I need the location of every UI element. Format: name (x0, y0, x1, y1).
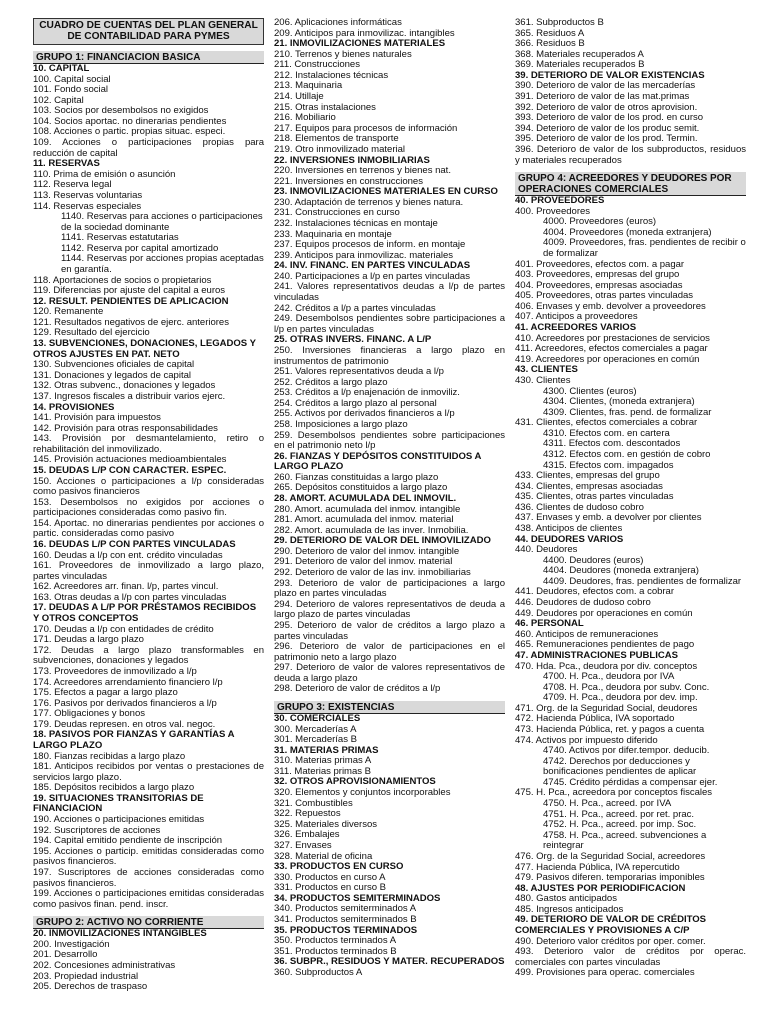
account-row: 174. Acreedores arrendamiento financiero l/p (33, 676, 223, 688)
account-row: 280. Amort. acumulada del inmov. intangible (274, 503, 461, 515)
subaccount-row: 4404. Deudores (moneda extranjera) (543, 565, 699, 577)
account-row: 255. Activos por derivados financieros a l/p (274, 408, 455, 420)
subaccount-row: 4309. Clientes, fras. pend. de formalizar (543, 406, 712, 418)
account-row: 331. Productos en curso B (274, 882, 387, 894)
account-subgroup-heading: 39. DETERIORO DE VALOR EXISTENCIAS (515, 69, 705, 81)
subaccount-row: 4709. H. Pca., deudora por dev. imp. (543, 692, 698, 704)
account-row: 499. Provisiones para operac. comerciales (515, 967, 695, 979)
account-row: 295. Deterioro de valor de créditos a largo plazo a partes vinculadas (274, 619, 505, 642)
account-row: 328. Material de oficina (274, 850, 373, 862)
account-row: 142. Provisión para otras responsabilidades (33, 422, 218, 434)
account-subgroup-heading: 34. PRODUCTOS SEMITERMINADOS (274, 892, 441, 904)
account-row: 259. Desembolsos pendientes sobre participaciones en el patrimonio neto l/p (274, 429, 505, 452)
account-row: 161. Proveedores de inmovilizado a largo plazo, partes vinculadas (33, 560, 264, 582)
account-row: 131. Donaciones y legados de capital (33, 369, 191, 381)
group-heading: GRUPO 3: EXISTENCIAS (274, 701, 505, 714)
account-row: 394. Deterioro de valor de los produc semit. (515, 122, 700, 134)
subaccount-row: 4004. Proveedores (moneda extranjera) (543, 226, 712, 238)
account-subgroup-heading: 46. PERSONAL (515, 618, 584, 630)
account-row: 163. Otras deudas a l/p con partes vinculadas (33, 591, 227, 603)
account-row: 330. Productos en curso A (274, 871, 386, 883)
account-row: 369. Materiales recuperados B (515, 59, 645, 71)
account-row: 395. Deterioro de valor de los prod. Termin. (515, 133, 698, 145)
account-row: 253. Créditos a l/p enajenación de inmoviliz. (274, 387, 460, 399)
account-subgroup-heading: 28. AMORT. ACUMULADA DEL INMOVIL. (274, 493, 457, 505)
column-3 (515, 18, 746, 1016)
account-subgroup-heading: 25. OTRAS INVERS. FINANC. A L/P (274, 334, 432, 346)
subaccount-row: 4745. Crédito pérdidas a compensar ejer. (543, 776, 718, 788)
account-row: 213. Maquinaria (274, 80, 343, 92)
account-row: 472. Hacienda Pública, IVA soportado (515, 713, 675, 725)
account-row: 441. Deudores, efectos com. a cobrar (515, 586, 675, 598)
account-row: 301. Mercaderías B (274, 734, 357, 746)
account-row: 185. Depósitos recibidos a largo plazo (33, 782, 195, 794)
account-row: 251. Valores representativos deuda a l/p (274, 366, 444, 378)
group-heading: GRUPO 1: FINANCIACION BASICA (33, 51, 264, 64)
account-row: 103. Socios por desembolsos no exigidos (33, 105, 209, 117)
account-row: 260. Fianzas constituidas a largo plazo (274, 471, 439, 483)
account-row: 171. Deudas a largo plazo (33, 634, 144, 646)
account-subgroup-heading: 26. FIANZAS Y DEPÓSITOS CONSTITUIDOS A LARGO PLAZO (274, 450, 482, 473)
account-row: 233. Maquinaria en montaje (274, 228, 392, 240)
account-row: 170. Deudas a l/p con entidades de crédito (33, 623, 214, 635)
account-subgroup-heading: 12. RESULT. PENDIENTES DE APLICACION (33, 295, 229, 307)
account-subgroup-heading: 43. CLIENTES (515, 364, 578, 376)
subaccount-row: 4310. Efectos com. en cartera (543, 427, 670, 439)
account-row: 297. Deterioro de valor de valores representativos de deuda a largo plazo (274, 662, 505, 684)
account-row: 360. Subproductos A (274, 966, 363, 978)
account-row: 446. Deudores de dudoso cobro (515, 597, 651, 609)
account-row: 104. Socios aportac. no dinerarias pendientes (33, 115, 227, 127)
account-row: 231. Construcciones en curso (274, 207, 400, 219)
account-row: 291. Deterioro de valor del inmov. material (274, 556, 453, 568)
account-row: 218. Elementos de transporte (274, 133, 399, 145)
account-row: 232. Instalaciones técnicas en montaje (274, 217, 438, 229)
group-heading: GRUPO 4: ACREEDORES Y DEUDORES POR OPERACIONES COMERCIALES (515, 172, 746, 196)
account-row: 410. Acreedores por prestaciones de servicios (515, 332, 710, 344)
account-subgroup-heading: 40. PROVEEDORES (515, 195, 605, 207)
account-row: 282. Amort. acumulada de las inver. Inmobilia. (274, 524, 469, 536)
account-row: 114. Reservas especiales (33, 200, 142, 212)
account-row: 203. Propiedad industrial (33, 970, 139, 982)
account-row: 310. Materias primas A (274, 755, 372, 767)
account-row: 190. Acciones o participaciones emitidas (33, 814, 205, 826)
account-row: 239. Anticipos para inmovilizac. materiales (274, 249, 454, 261)
account-row: 237. Equipos procesos de inform. en montaje (274, 239, 466, 251)
account-row: 480. Gastos anticipados (515, 893, 617, 905)
account-row: 470. Hda. Pca., deudora por div. conceptos (515, 660, 698, 672)
account-row: 434. Clientes, empresas asociadas (515, 480, 663, 492)
account-row: 118. Aportaciones de socios o propietarios (33, 274, 212, 286)
account-row: 179. Deudas represen. en otros val. negoc. (33, 718, 216, 730)
account-row: 209. Anticipos para inmovilizac. intangibles (274, 27, 455, 39)
account-row: 431. Clientes, efectos comerciales a cobrar (515, 417, 698, 429)
account-row: 195. Acciones o particip. emitidas consideradas como pasivos financieros. (33, 845, 264, 868)
subaccount-row: 4752. H. Pca., acreed. por imp. Soc. (543, 819, 697, 831)
account-row: 433. Clientes, empresas del grupo (515, 470, 660, 482)
account-row: 220. Inversiones en terrenos y bienes nat. (274, 165, 451, 177)
account-row: 460. Anticipos de remuneraciones (515, 628, 659, 640)
account-row: 368. Materiales recuperados A (515, 48, 644, 60)
account-subgroup-heading: 30. COMERCIALES (274, 713, 361, 724)
account-row: 172. Deudas a largo plazo transformables en subvenciones, donaciones y legados (33, 644, 264, 667)
account-row: 404. Proveedores, empresas asociadas (515, 279, 683, 291)
account-row: 350. Productos terminados A (274, 935, 397, 947)
account-row: 290. Deterioro de valor del inmov. intangible (274, 545, 460, 557)
account-row: 400. Proveedores (515, 205, 591, 217)
account-row: 180. Fianzas recibidas a largo plazo (33, 750, 186, 762)
account-row: 391. Deterioro de valor de las mat.primas (515, 91, 690, 103)
account-row: 173. Proveedores de inmovilizado a l/p (33, 665, 197, 677)
account-row: 493. Deterioro valor de créditos por operac. comerciales con partes vinculadas (515, 946, 746, 968)
account-row: 194. Capital emitido pendiente de inscripción (33, 835, 223, 847)
account-subgroup-heading: 19. SITUACIONES TRANSITORIAS DE FINANCIACION (33, 792, 204, 815)
account-subgroup-heading: 24. INV. FINANC. EN PARTES VINCULADAS (274, 260, 471, 272)
account-row: 154. Aportac. no dinerarias pendientes por acciones o partic. consideradas como pasivo (33, 517, 264, 540)
account-row: 437. Envases y emb. a devolver por clientes (515, 512, 702, 524)
account-row: 176. Pasivos por derivados financieros a l/p (33, 697, 217, 709)
account-subgroup-heading: 18. PASIVOS POR FIANZAS Y GARANTÍAS A LARGO PLAZO (33, 729, 235, 751)
account-row: 361. Subproductos B (515, 17, 604, 28)
account-subgroup-heading: 33. PRODUCTOS EN CURSO (274, 861, 404, 873)
account-row: 192. Suscriptores de acciones (33, 824, 161, 836)
account-row: 475. H. Pca., acreedora por conceptos fiscales (515, 787, 713, 799)
account-row: 202. Concesiones administrativas (33, 959, 176, 971)
subaccount-row: 4700. H. Pca., deudora por IVA (543, 671, 675, 683)
account-row: 113. Reservas voluntarias (33, 189, 143, 201)
account-subgroup-heading: 20. INMOVILIZACIONES INTANGIBLES (33, 928, 207, 940)
subaccount-row: 4740. Activos por difer.tempor. deducib. (543, 745, 710, 757)
subaccount-row: 4315. Efectos com. impagados (543, 459, 674, 471)
account-subgroup-heading: 41. ACREEDORES VARIOS (515, 322, 637, 334)
subaccount-row: 4758. H. Pca., acreed. subvenciones a reintegrar (543, 829, 707, 852)
account-row: 476. Org. de la Seguridad Social, acreedores (515, 850, 706, 862)
account-row: 411. Acreedores, efectos comerciales a pagar (515, 343, 708, 355)
subaccount-row: 4304. Clientes, (moneda extranjera) (543, 396, 695, 408)
account-row: 143. Provisión por desmantelamiento, retiro o rehabilitación del inmovilizado. (33, 433, 264, 455)
account-row: 137. Ingresos fiscales a distribuir varios ejerc. (33, 390, 226, 402)
account-subgroup-heading: 32. OTROS APROVISIONAMIENTOS (274, 776, 436, 788)
account-row: 175. Efectos a pagar a largo plazo (33, 687, 178, 699)
account-subgroup-heading: 22. INVERSIONES INMOBILIARIAS (274, 154, 430, 166)
account-subgroup-heading: 16. DEUDAS L/P CON PARTES VINCULADAS (33, 539, 236, 551)
account-row: 150. Acciones o participaciones a l/p consideradas como pasivos financieros (33, 475, 264, 498)
account-row: 254. Créditos a largo plazo al personal (274, 397, 437, 409)
subaccount-row: 4742. Derechos por deducciones y bonificaciones pendientes de aplicar (543, 755, 697, 778)
account-row: 219. Otro inmovilizado material (274, 143, 405, 155)
account-row: 392. Deterioro de valor de otros aprovision. (515, 101, 698, 113)
account-row: 109. Acciones o participaciones propias para reducción de capital (33, 137, 264, 159)
account-row: 212. Instalaciones técnicas (274, 69, 389, 81)
account-row: 265. Depósitos constituidos a largo plazo (274, 482, 448, 494)
account-row: 474. Activos por impuesto diferido (515, 734, 658, 746)
account-row: 217. Equipos para procesos de información (274, 122, 458, 134)
subaccount-row: 1140. Reservas para acciones o participaciones de la sociedad dominante (61, 211, 263, 233)
account-subgroup-heading: 31. MATERIAS PRIMAS (274, 744, 379, 756)
account-row: 201. Desarrollo (33, 949, 98, 961)
account-row: 110. Prima de emisión o asunción (33, 168, 176, 180)
account-row: 465. Remuneraciones pendientes de pago (515, 639, 695, 651)
account-row: 292. Deterioro de valor de las inv. inmobiliarias (274, 567, 471, 579)
account-row: 471. Org. de la Seguridad Social, deudores (515, 702, 698, 714)
account-row: 206. Aplicaciones informáticas (274, 17, 402, 28)
subaccount-row: 4311. Efectos com. descontados (543, 438, 681, 450)
account-row: 327. Envases (274, 839, 332, 851)
account-subgroup-heading: 21. INMOVILIZACIONES MATERIALES (274, 38, 446, 50)
document-title: CUADRO DE CUENTAS DEL PLAN GENERAL DE CONTABILIDAD PARA PYMES (33, 18, 264, 45)
subaccount-row: 4300. Clientes (euros) (543, 385, 637, 397)
account-row: 407. Anticipos a proveedores (515, 311, 638, 323)
account-row: 141. Provisión para impuestos (33, 412, 161, 424)
subaccount-row: 4409. Deudores, fras. pendientes de formalizar (543, 575, 742, 587)
account-row: 449. Deudores por operaciones en común (515, 607, 693, 619)
column-2 (274, 18, 505, 1016)
subaccount-row: 1144. Reservas por acciones propias aceptadas en garantía. (61, 253, 264, 275)
account-row: 199. Acciones o participaciones emitidas consideradas como pasivos finan. pend. inscr. (33, 888, 264, 910)
account-row: 298. Deterioro de valor de créditos a l/p (274, 683, 441, 695)
account-subgroup-heading: 48. AJUSTES POR PERIODIFICACION (515, 882, 686, 894)
account-subgroup-heading: 44. DEUDORES VARIOS (515, 533, 624, 545)
account-row: 230. Adaptación de terrenos y bienes natura. (274, 196, 464, 208)
account-subgroup-heading: 17. DEUDAS A L/P POR PRÉSTAMOS RECIBIDOS Y OTROS CONCEPTOS (33, 602, 257, 625)
account-row: 119. Diferencias por ajuste del capital a euros (33, 285, 226, 297)
account-row: 294. Deterioro de valores representativos de deuda a largo plazo de partes vinculadas (274, 598, 505, 621)
account-row: 153. Desembolsos no exigidos por acciones o participaciones consideradas como pasivo fin. (33, 496, 264, 519)
account-row: 403. Proveedores, empresas del grupo (515, 269, 680, 281)
account-row: 242. Créditos a l/p a partes vinculadas (274, 302, 436, 314)
group-heading: GRUPO 2: ACTIVO NO CORRIENTE (33, 916, 264, 929)
account-row: 365. Residuos A (515, 27, 585, 39)
account-row: 296. Deterioro de valor de participaciones en el patrimonio neto a largo plazo (274, 641, 505, 663)
account-row: 340. Productos semiterminados A (274, 903, 417, 915)
account-row: 393. Deterioro de valor de los prod. en curso (515, 112, 704, 124)
account-row: 108. Acciones o partic. propias situac. especi. (33, 126, 226, 138)
account-row: 440. Deudores (515, 544, 578, 556)
account-row: 215. Otras instalaciones (274, 101, 376, 113)
account-subgroup-heading: 14. PROVISIONES (33, 401, 115, 413)
account-row: 181. Anticipos recibidos por ventas o prestaciones de servicios largo plazo. (33, 761, 264, 783)
account-row: 406. Envases y emb. devolver a proveedores (515, 300, 706, 312)
account-row: 281. Amort. acumulada del inmov. material (274, 514, 454, 526)
account-row: 145. Provisión actuaciones medioambientales (33, 454, 227, 466)
account-subgroup-heading: 35. PRODUCTOS TERMINADOS (274, 924, 418, 936)
account-row: 221. Inversiones en construcciones (274, 175, 423, 187)
account-row: 322. Repuestos (274, 808, 341, 820)
account-row: 101. Fondo social (33, 84, 109, 96)
account-subgroup-heading: 23. INMOVILIZACIONES MATERIALES EN CURSO (274, 186, 498, 198)
account-row: 435. Clientes, otras partes vinculadas (515, 491, 674, 503)
account-row: 211. Construcciones (274, 59, 360, 71)
account-row: 341. Productos semiterminados B (274, 913, 417, 925)
account-row: 320. Elementos y conjuntos incorporables (274, 787, 451, 799)
account-subgroup-heading: 29. DETERIORO DE VALOR DEL INMOVILIZADO (274, 535, 491, 547)
account-row: 325. Materiales diversos (274, 818, 377, 830)
account-row: 241. Valores representativos deudas a l/p de partes vinculadas (274, 281, 505, 304)
account-row: 390. Deterioro de valor de las mercaderías (515, 80, 696, 92)
account-row: 436. Clientes de dudoso cobro (515, 501, 644, 513)
account-row: 401. Proveedores, efectos com. a pagar (515, 258, 685, 270)
account-row: 130. Subvenciones oficiales de capital (33, 359, 195, 371)
subaccount-row: 4400. Deudores (euros) (543, 554, 644, 566)
account-row: 112. Reserva legal (33, 179, 112, 191)
account-row: 485. Ingresos anticipados (515, 903, 624, 915)
account-subgroup-heading: 15. DEUDAS L/P CON CARACTER. ESPEC. (33, 464, 227, 476)
account-row: 120. Remanente (33, 306, 104, 318)
account-row: 249. Desembolsos pendientes sobre participaciones a l/p en partes vinculadas (274, 313, 505, 335)
account-row: 177. Obligaciones y bonos (33, 708, 146, 720)
account-subgroup-heading: 36. SUBPR., RESIDUOS Y MATER. RECUPERADOS (274, 956, 505, 968)
account-row: 311. Materias primas B (274, 765, 372, 777)
account-row: 321. Combustibles (274, 797, 353, 809)
account-row: 132. Otras subvenc., donaciones y legados (33, 380, 216, 392)
account-row: 490. Deterioro valor créditos por oper. comer. (515, 935, 706, 947)
subaccount-row: 4000. Proveedores (euros) (543, 216, 657, 228)
account-row: 396. Deterioro de valor de los subproductos, residuos y materiales recuperados (515, 143, 746, 166)
subaccount-row: 4750. H. Pca., acreed. por IVA (543, 798, 672, 810)
account-row: 240. Participaciones a l/p en partes vinculadas (274, 270, 470, 282)
subaccount-row: 1141. Reservas estatutarias (61, 232, 179, 244)
account-row: 121. Resultados negativos de ejerc. anteriores (33, 316, 229, 328)
account-row: 326. Embalajes (274, 829, 340, 841)
account-row: 160. Deudas a l/p con ent. crédito vinculadas (33, 549, 223, 561)
subaccount-row: 1142. Reserva por capital amortizado (61, 242, 219, 254)
account-row: 250. Inversiones financieras a largo plazo en instrumentos de patrimonio (274, 344, 505, 367)
account-row: 200. Investigación (33, 938, 110, 950)
column-1 (33, 18, 264, 1016)
account-row: 129. Resultado del ejercicio (33, 327, 150, 339)
account-subgroup-heading: 11. RESERVAS (33, 158, 100, 170)
account-subgroup-heading: 13. SUBVENCIONES, DONACIONES, LEGADOS Y OTROS AJUSTES EN PAT. NETO (33, 338, 256, 360)
subaccount-row: 4708. H. Pca., deudora por subv. Conc. (543, 681, 710, 693)
subaccount-row: 4751. H. Pca., acreed. por ret. prac. (543, 808, 695, 820)
subaccount-row: 4009. Proveedores, fras. pendientes de recibir o de formalizar (543, 237, 746, 259)
account-row: 210. Terrenos y bienes naturales (274, 48, 412, 60)
account-row: 162. Acreedores arr. finan. l/p, partes vincul. (33, 581, 219, 593)
account-row: 100. Capital social (33, 73, 111, 85)
account-row: 214. Utillaje (274, 91, 324, 103)
account-row: 252. Créditos a largo plazo (274, 376, 388, 388)
account-subgroup-heading: 49. DETERIORO DE VALOR DE CRÉDITOS COMERCIALES Y PROVISIONES A C/P (515, 914, 706, 936)
account-row: 293. Deterioro de valor de participaciones a largo plazo en partes vinculadas (274, 577, 505, 600)
account-row: 419. Acreedores por operaciones en común (515, 353, 700, 365)
account-row: 477. Hacienda Pública, IVA repercutido (515, 861, 680, 873)
account-row: 351. Productos terminados B (274, 945, 397, 957)
account-row: 300. Mercaderías A (274, 723, 357, 735)
account-row: 197. Suscriptores de acciones consideradas como pasivos financieros. (33, 866, 264, 889)
account-row: 258. Imposiciones a largo plazo (274, 418, 408, 430)
account-row: 430. Clientes (515, 374, 571, 386)
account-row: 102. Capital (33, 94, 84, 106)
account-subgroup-heading: 10. CAPITAL (33, 63, 90, 74)
account-row: 405. Proveedores, otras partes vinculadas (515, 290, 694, 302)
account-row: 438. Anticipos de clientes (515, 523, 623, 535)
account-row: 479. Pasivos diferen. temporarias imponibles (515, 872, 705, 884)
account-row: 366. Residuos B (515, 38, 585, 50)
account-row: 473. Hacienda Pública, ret. y pagos a cuenta (515, 724, 705, 735)
account-subgroup-heading: 47. ADMINISTRACIONES PUBLICAS (515, 649, 678, 661)
account-row: 205. Derechos de traspaso (33, 981, 148, 993)
account-row: 216. Mobiliario (274, 112, 336, 124)
subaccount-row: 4312. Efectos com. en gestión de cobro (543, 448, 711, 460)
